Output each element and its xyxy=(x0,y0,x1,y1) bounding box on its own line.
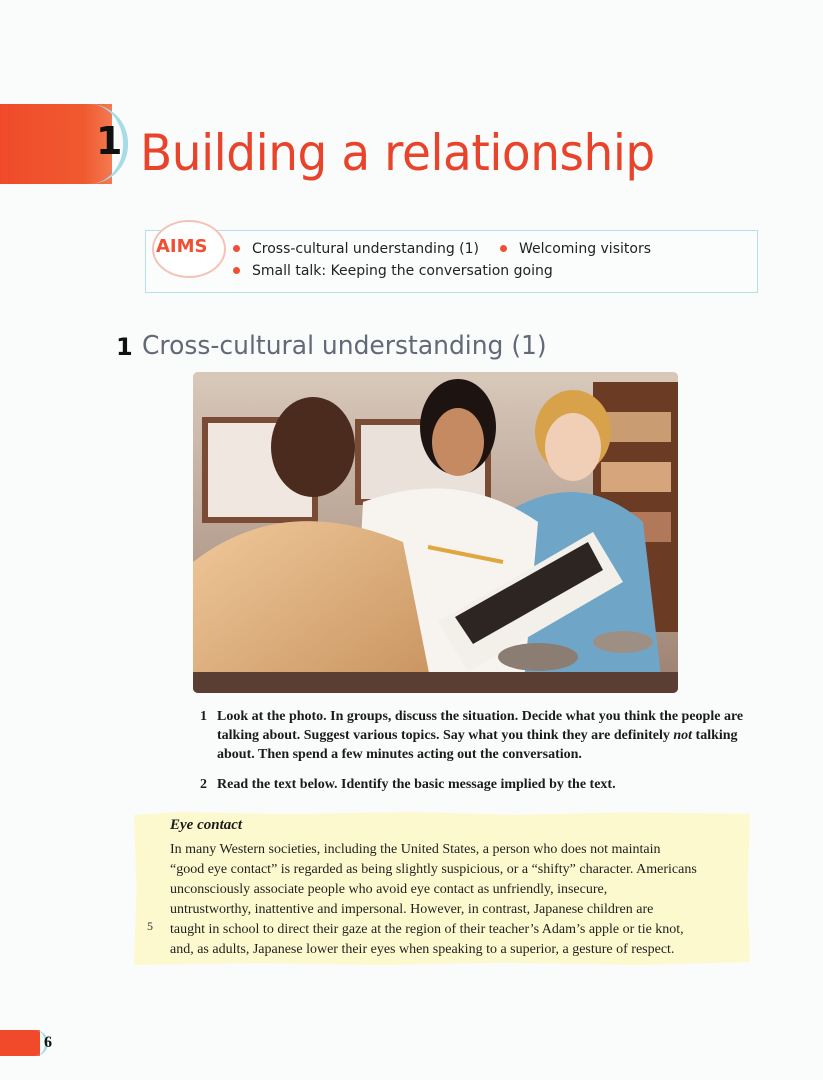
photo-people-looking-at-folder xyxy=(193,372,678,693)
aim-item-text: Small talk: Keeping the conversation going xyxy=(252,263,553,279)
question-number: 1 xyxy=(200,709,207,724)
bullet-icon xyxy=(500,245,507,252)
chapter-title: Building a relationship xyxy=(140,124,655,182)
reading-line: unconsciously associate people who avoid eye contact as unfriendly, insecure, xyxy=(170,882,608,897)
section-number: 1 xyxy=(116,333,133,361)
question-text-part: talking about. Then spend a few minutes acting out the conversation. xyxy=(217,728,738,762)
chapter-number: 1 xyxy=(96,119,123,163)
reading-title: Eye contact xyxy=(170,817,243,833)
question-text-part: Look at the photo. In groups, discuss the situation. Decide what you think the people are talking about. Suggest various topics. Say what you think they are definitely xyxy=(217,709,744,743)
question-text xyxy=(217,707,757,764)
aims-box xyxy=(145,230,758,293)
line-marker: 5 xyxy=(147,919,153,933)
reading-line: and, as adults, Japanese lower their eyes when speaking to a superior, a gesture of respect. xyxy=(170,942,675,957)
section-title: Cross-cultural understanding (1) xyxy=(142,331,547,361)
photo-illustration xyxy=(193,372,678,693)
aim-item xyxy=(233,263,553,279)
aim-item xyxy=(500,241,651,257)
question-text: Read the text below. Identify the basic message implied by the text. xyxy=(217,777,616,792)
question-number: 2 xyxy=(200,777,207,792)
bullet-icon xyxy=(233,267,240,274)
aims-label: AIMS xyxy=(156,236,208,257)
reading-line: taught in school to direct their gaze at the region of their teacher’s Adam’s apple or tie knot, xyxy=(170,922,684,937)
reading-line: In many Western societies, including the United States, a person who does not maintain xyxy=(170,842,661,857)
page-number: 6 xyxy=(44,1034,52,1051)
reading-line: untrustworthy, inattentive and impersonal. However, in contrast, Japanese children are xyxy=(170,902,654,917)
reading-line: “good eye contact” is regarded as being slightly suspicious, or a “shifty” character. Americans xyxy=(170,862,697,877)
question-emphasis: not xyxy=(673,728,693,743)
aim-item-text: Welcoming visitors xyxy=(519,241,651,257)
bullet-icon xyxy=(233,245,240,252)
footer-color-band xyxy=(0,1030,40,1056)
aim-item xyxy=(233,241,479,257)
aim-item-text: Cross-cultural understanding (1) xyxy=(252,241,479,257)
